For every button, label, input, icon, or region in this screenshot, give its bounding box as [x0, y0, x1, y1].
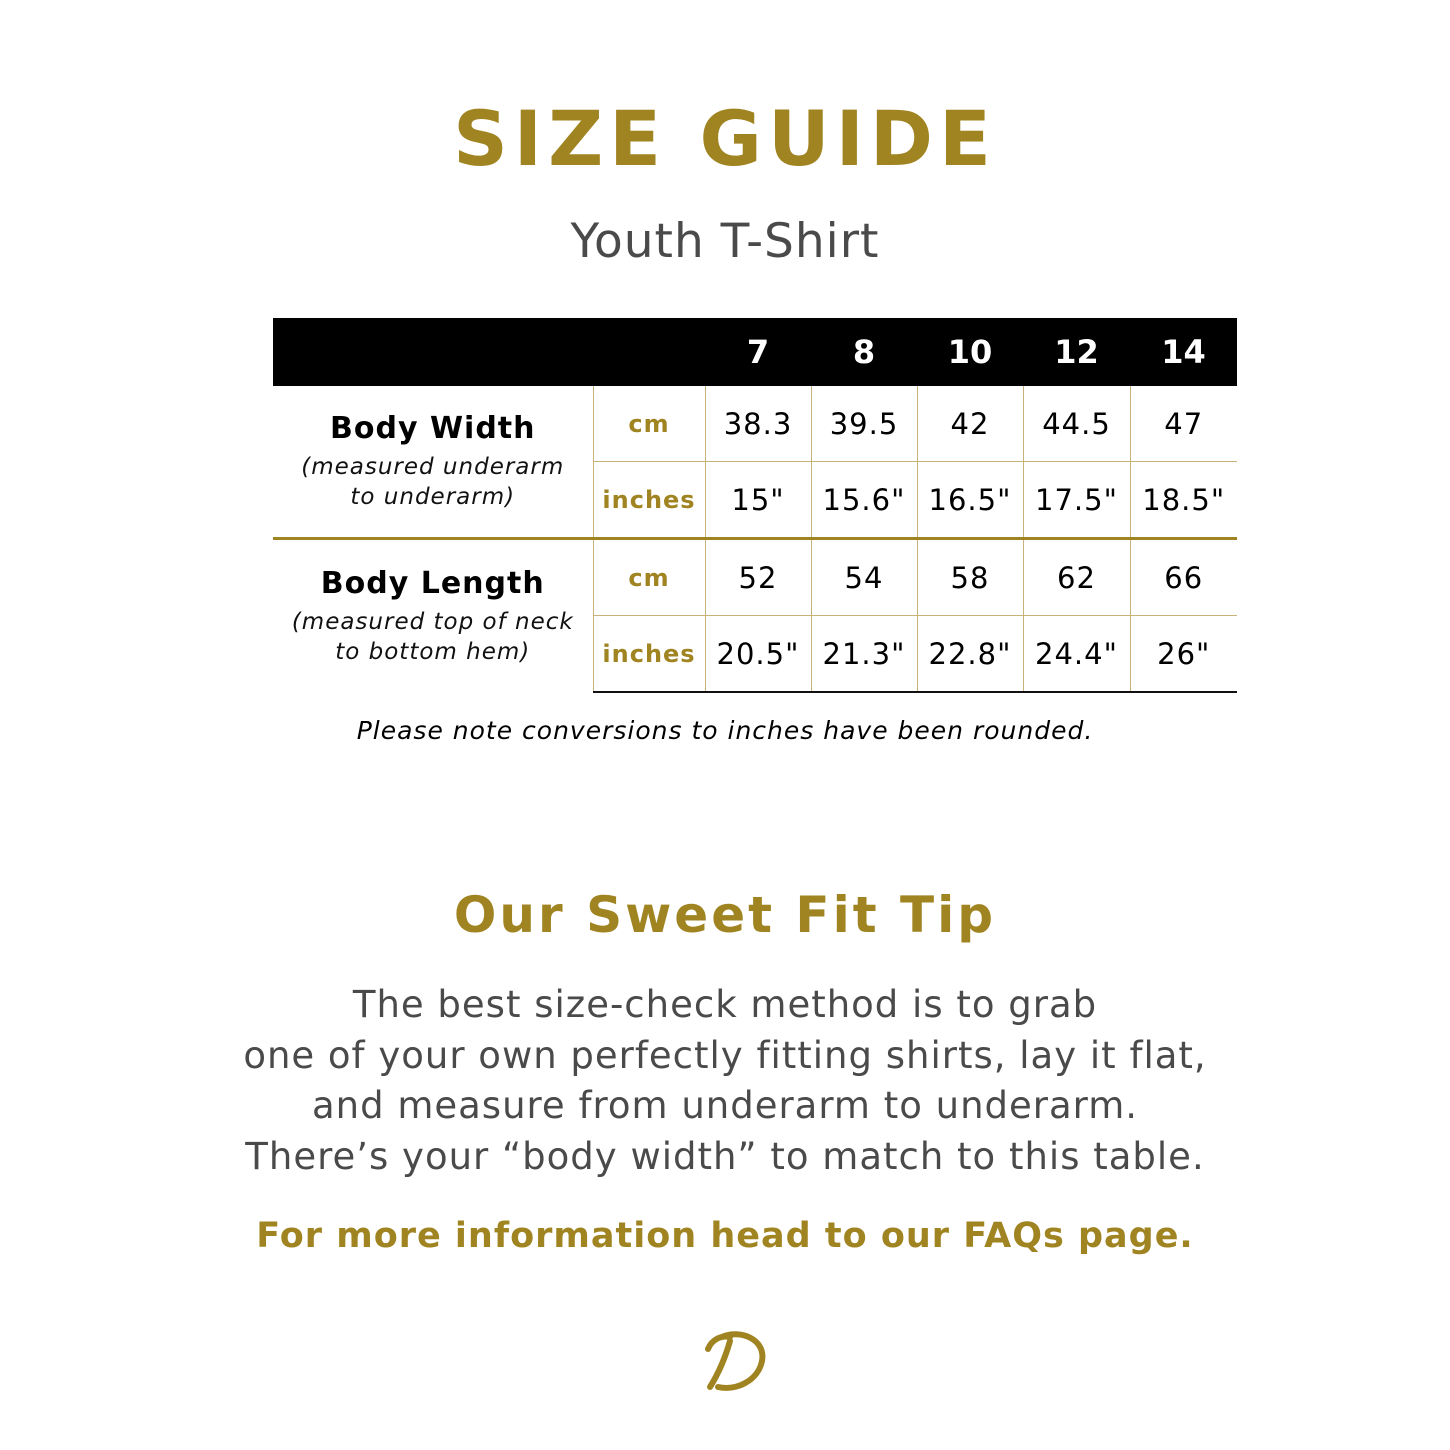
measurement-label-cell — [273, 386, 593, 539]
value-cell: 15" — [705, 462, 811, 539]
value-cell: 58 — [917, 539, 1023, 616]
script-d-logo-icon — [700, 1325, 770, 1395]
page-title: SIZE GUIDE — [453, 94, 997, 183]
size-table — [273, 318, 1237, 693]
size-header-cell: 8 — [811, 318, 917, 386]
size-header-row — [273, 318, 1237, 386]
unit-label: inches — [593, 616, 705, 693]
tip-line: There’s your “body width” to match to this table. — [245, 1134, 1205, 1178]
tip-body — [0, 980, 1450, 1182]
measurement-label-cell — [273, 539, 593, 693]
tip-line: The best size-check method is to grab — [352, 983, 1098, 1026]
header-unit-blank — [593, 318, 705, 386]
page-subtitle: Youth T-Shirt — [570, 214, 880, 269]
tip-heading: Our Sweet Fit Tip — [453, 886, 997, 944]
value-cell: 54 — [811, 539, 917, 616]
value-cell: 17.5" — [1023, 462, 1130, 539]
value-cell: 42 — [917, 386, 1023, 462]
value-cell: 62 — [1023, 539, 1130, 616]
size-header-cell: 14 — [1130, 318, 1237, 386]
value-cell: 66 — [1130, 539, 1237, 616]
tip-line: and measure from underarm to underarm. — [311, 1084, 1139, 1127]
header-blank — [273, 318, 593, 386]
table-row — [273, 386, 1237, 462]
unit-label: inches — [593, 462, 705, 539]
unit-label: cm — [593, 539, 705, 616]
measurement-label: Body Length — [320, 565, 545, 601]
faq-link-text: For more information head to our FAQs page. — [256, 1216, 1194, 1256]
value-cell: 47 — [1130, 386, 1237, 462]
measurement-description: (measured underarm to underarm) — [301, 454, 565, 510]
value-cell: 38.3 — [705, 386, 811, 462]
unit-label: cm — [593, 386, 705, 462]
value-cell: 18.5" — [1130, 462, 1237, 539]
value-cell: 15.6" — [811, 462, 917, 539]
value-cell: 26" — [1130, 616, 1237, 693]
measurement-label: Body Width — [330, 411, 536, 446]
size-header-cell: 7 — [705, 318, 811, 386]
value-cell: 20.5" — [705, 616, 811, 693]
value-cell: 52 — [705, 539, 811, 616]
value-cell: 22.8" — [917, 616, 1023, 693]
value-cell: 39.5 — [811, 386, 917, 462]
value-cell: 24.4" — [1023, 616, 1130, 693]
value-cell: 44.5 — [1023, 386, 1130, 462]
value-cell: 16.5" — [917, 462, 1023, 539]
tip-line: one of your own perfectly fitting shirts, lay it flat, — [243, 1033, 1207, 1077]
measurement-description: (measured top of neck to bottom hem) — [291, 608, 574, 665]
size-header-cell: 12 — [1023, 318, 1130, 386]
rounding-note: Please note conversions to inches have been rounded. — [356, 716, 1094, 745]
table-row — [273, 539, 1237, 616]
size-header-cell: 10 — [917, 318, 1023, 386]
value-cell: 21.3" — [811, 616, 917, 693]
